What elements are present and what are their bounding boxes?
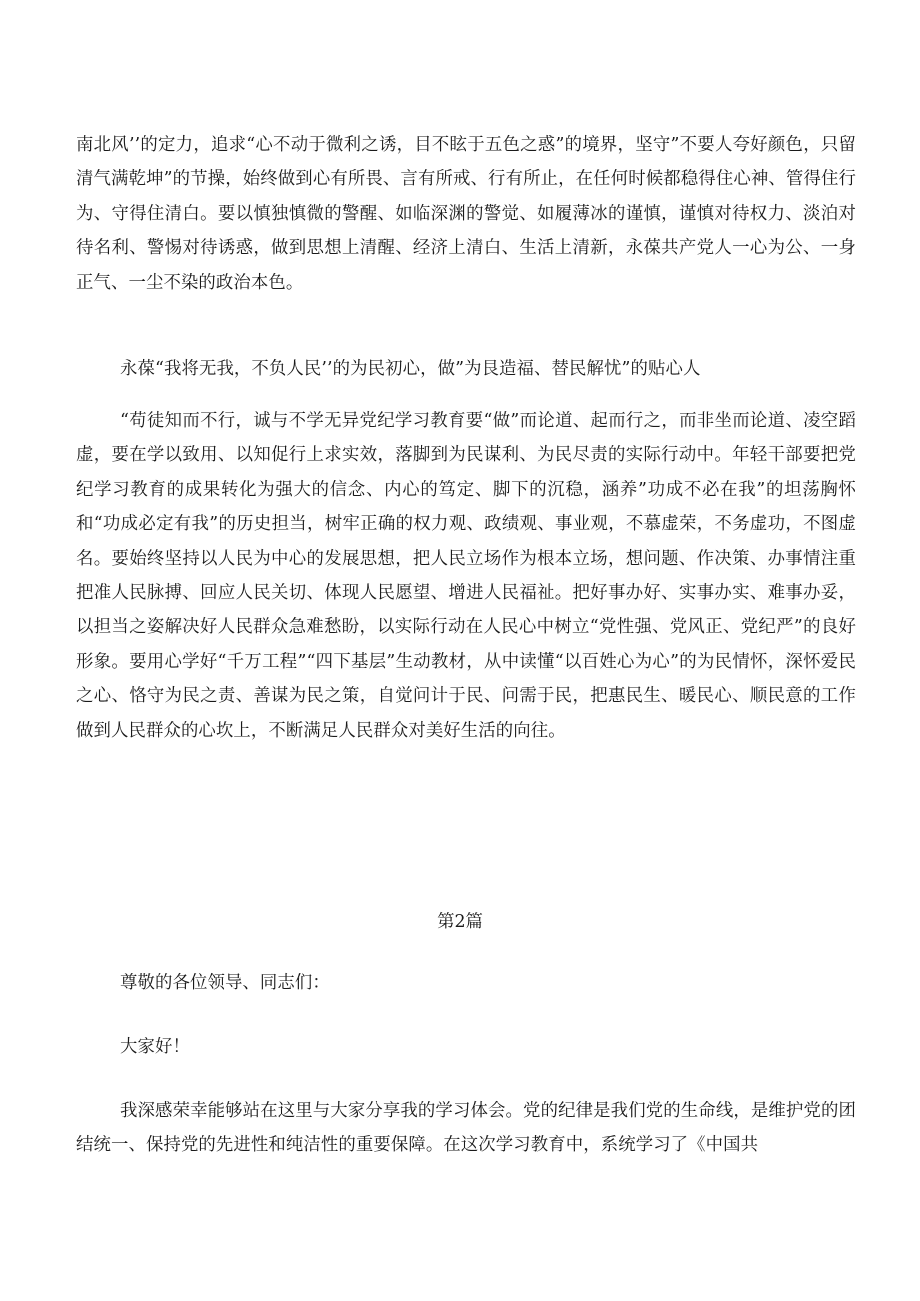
- subheading-people-first: 永葆“我将无我，不负人民’’的为民初心，做”为艮造福、替民解忧”的贴心人: [120, 359, 701, 379]
- paragraph-integrity: 南北风’’的定力，追求“心不动于微利之诱，目不眩于五色之惑”的境界，坚守”不要人夸好颜色，只留清气满乾坤”的节操，始终做到心有所畏、言有所戒、行有所止，在任何时候都稳得住心神、管得住行为、守得住清白。要以慎独慎微的警醒、如临深渊的警觉、如履薄冰的谨慎，谨慎对待权力、淡泊对待名利、警惕对待诱惑，做到思想上清醒、经济上清白、生活上清新，永葆共产党人一心为公、一身正气、一尘不染的政治本色。: [76, 135, 856, 293]
- paragraph-opening: 我深感荣幸能够站在这里与大家分享我的学习体会。党的纪律是我们党的生命线，是维护党的团结统一、保持党的先进性和纯洁性的重要保障。在这次学习教育中，系统学习了《中国共: [76, 1101, 856, 1156]
- section-heading: 第2篇: [437, 912, 483, 932]
- paragraph-action: “苟徒知而不行，诚与不学无异党纪学习教育要“做”而论道、起而行之，而非坐而论道、凌空蹈虚，要在学以致用、以知促行上求实效，落脚到为民谋利、为民尽责的实际行动中。年轻干部要把党纪学习教育的成果转化为强大的信念、内心的笃定、脚下的沉稳，涵养”功成不必在我”的坦荡胸怀和“功成必定有我”的历史担当，树牢正确的权力观、政绩观、事业观，不慕虚荣，不务虚功，不图虚名。要始终坚持以人民为中心的发展思想，把人民立场作为根本立场，想问题、作决策、办事情注重把准人民脉搏、回应人民关切、体现人民愿望、增进人民福祉。把好事办好、实事办实、难事办妥，以担当之姿解决好人民群众急难愁盼，以实际行动在人民心中树立“党性强、党风正、党纪严”的良好形象。要用心学好“千万工程”“四下基层”生动教材，从中读懂“以百姓心为心”的为民情怀，深怀爱民之心、恪守为民之责、善谋为民之策，自觉问计于民、问需于民，把惠民生、暖民心、顺民意的工作做到人民群众的心坎上，不断满足人民群众对美好生活的向往。: [76, 411, 856, 741]
- salutation: 尊敬的各位领导、同志们：: [120, 973, 330, 993]
- greeting: 大家好！: [120, 1037, 190, 1057]
